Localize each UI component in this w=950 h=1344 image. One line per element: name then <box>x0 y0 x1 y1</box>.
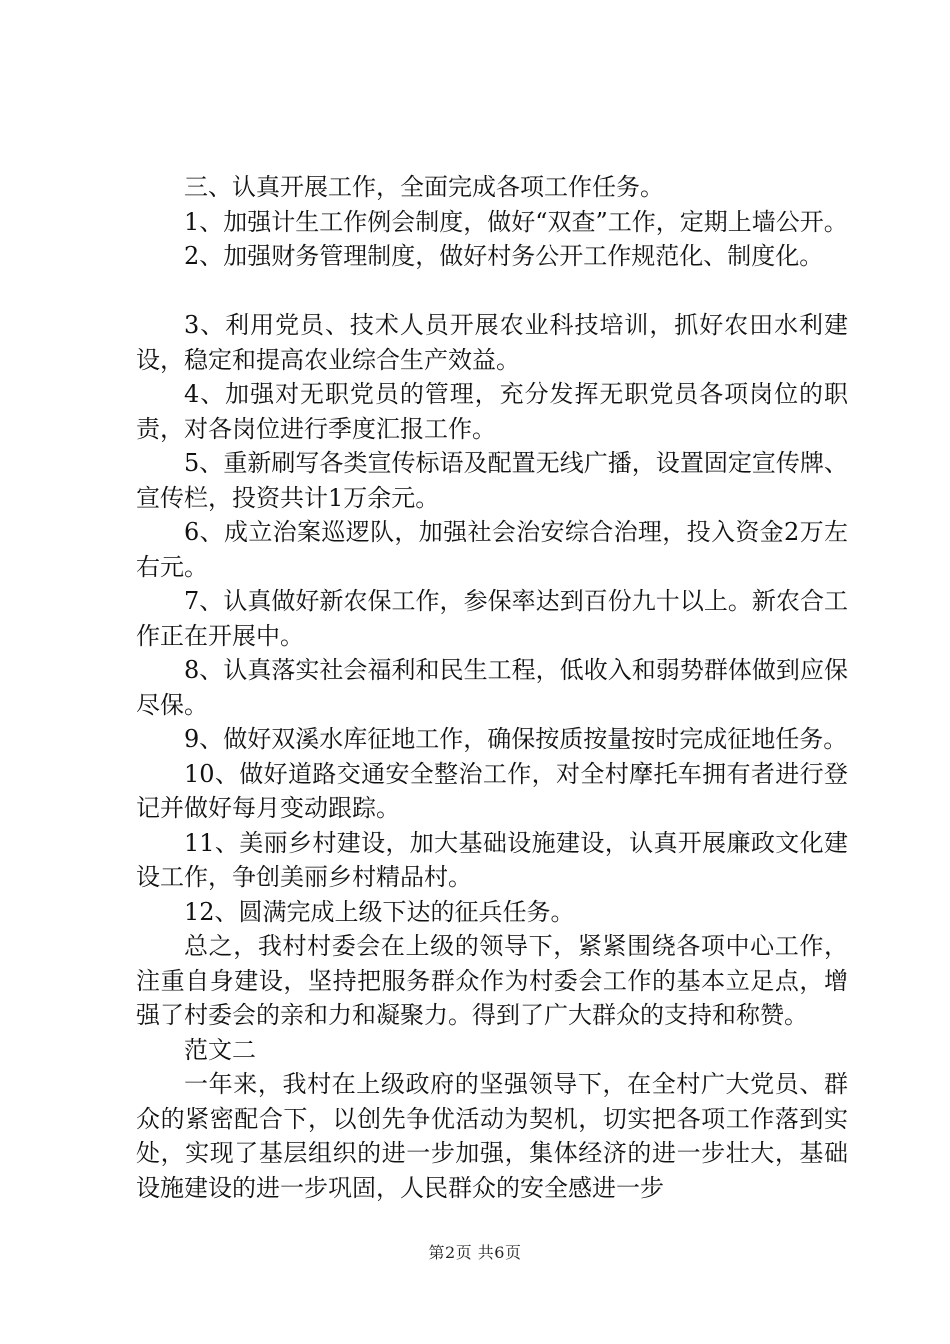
paragraph-summary: 总之，我村村委会在上级的领导下，紧紧围绕各项中心工作，注重自身建设，坚持把服务群众作为村委会工作的基本立足点，增强了村委会的亲和力和凝聚力。得到了广大群众的支持和称赞。 <box>136 932 848 1029</box>
paragraph-item-3: 3、利用党员、技术人员开展农业科技培训，抓好农田水利建设，稳定和提高农业综合生产效益。 <box>136 311 848 374</box>
paragraph-item-6: 6、成立治案巡逻队，加强社会治安综合治理，投入资金2万左右元。 <box>136 518 848 581</box>
paragraph-item-7: 7、认真做好新农保工作，参保率达到百份九十以上。新农合工作正在开展中。 <box>136 587 848 650</box>
paragraph-item-1: 1、加强计生工作例会制度，做好“双查”工作，定期上墙公开。 <box>184 207 848 236</box>
section-heading-sample-two: 范文二 <box>184 1035 256 1064</box>
paragraph-item-10: 10、做好道路交通安全整治工作，对全村摩托车拥有者进行登记并做好每月变动跟踪。 <box>136 759 848 822</box>
paragraph-item-2: 2、加强财务管理制度，做好村务公开工作规范化、制度化。 <box>184 242 824 270</box>
paragraph-sample-two-intro: 一年来，我村在上级政府的坚强领导下，在全村广大党员、群众的紧密配合下，以创先争优活动为契机，切实把各项工作落到实处，实现了基层组织的进一步加强，集体经济的进一步壮大，基础设施建设的进一步巩固，人民群众的安全感进一步 <box>136 1070 848 1202</box>
page-footer <box>0 1240 950 1263</box>
paragraph-item-12: 12、圆满完成上级下达的征兵任务。 <box>184 897 575 926</box>
document-body <box>136 170 848 1205</box>
paragraph-item-11: 11、美丽乡村建设，加大基础设施建设，认真开展廉政文化建设工作，争创美丽乡村精品村。 <box>136 828 848 891</box>
paragraph-item-9: 9、做好双溪水库征地工作，确保按质按量按时完成征地任务。 <box>184 725 848 753</box>
paragraph-item-5: 5、重新刷写各类宣传标语及配置无线广播，设置固定宣传牌、宣传栏，投资共计1万余元。 <box>136 449 848 512</box>
paragraph-section-three-heading: 三、认真开展工作，全面完成各项工作任务。 <box>184 173 664 201</box>
paragraph-item-4: 4、加强对无职党员的管理，充分发挥无职党员各项岗位的职责，对各岗位进行季度汇报工作。 <box>136 380 848 443</box>
paragraph-item-8: 8、认真落实社会福利和民生工程，低收入和弱势群体做到应保尽保。 <box>136 656 848 719</box>
page-number-label: 第2页 共6页 <box>428 1243 522 1262</box>
blank-line <box>136 274 848 309</box>
